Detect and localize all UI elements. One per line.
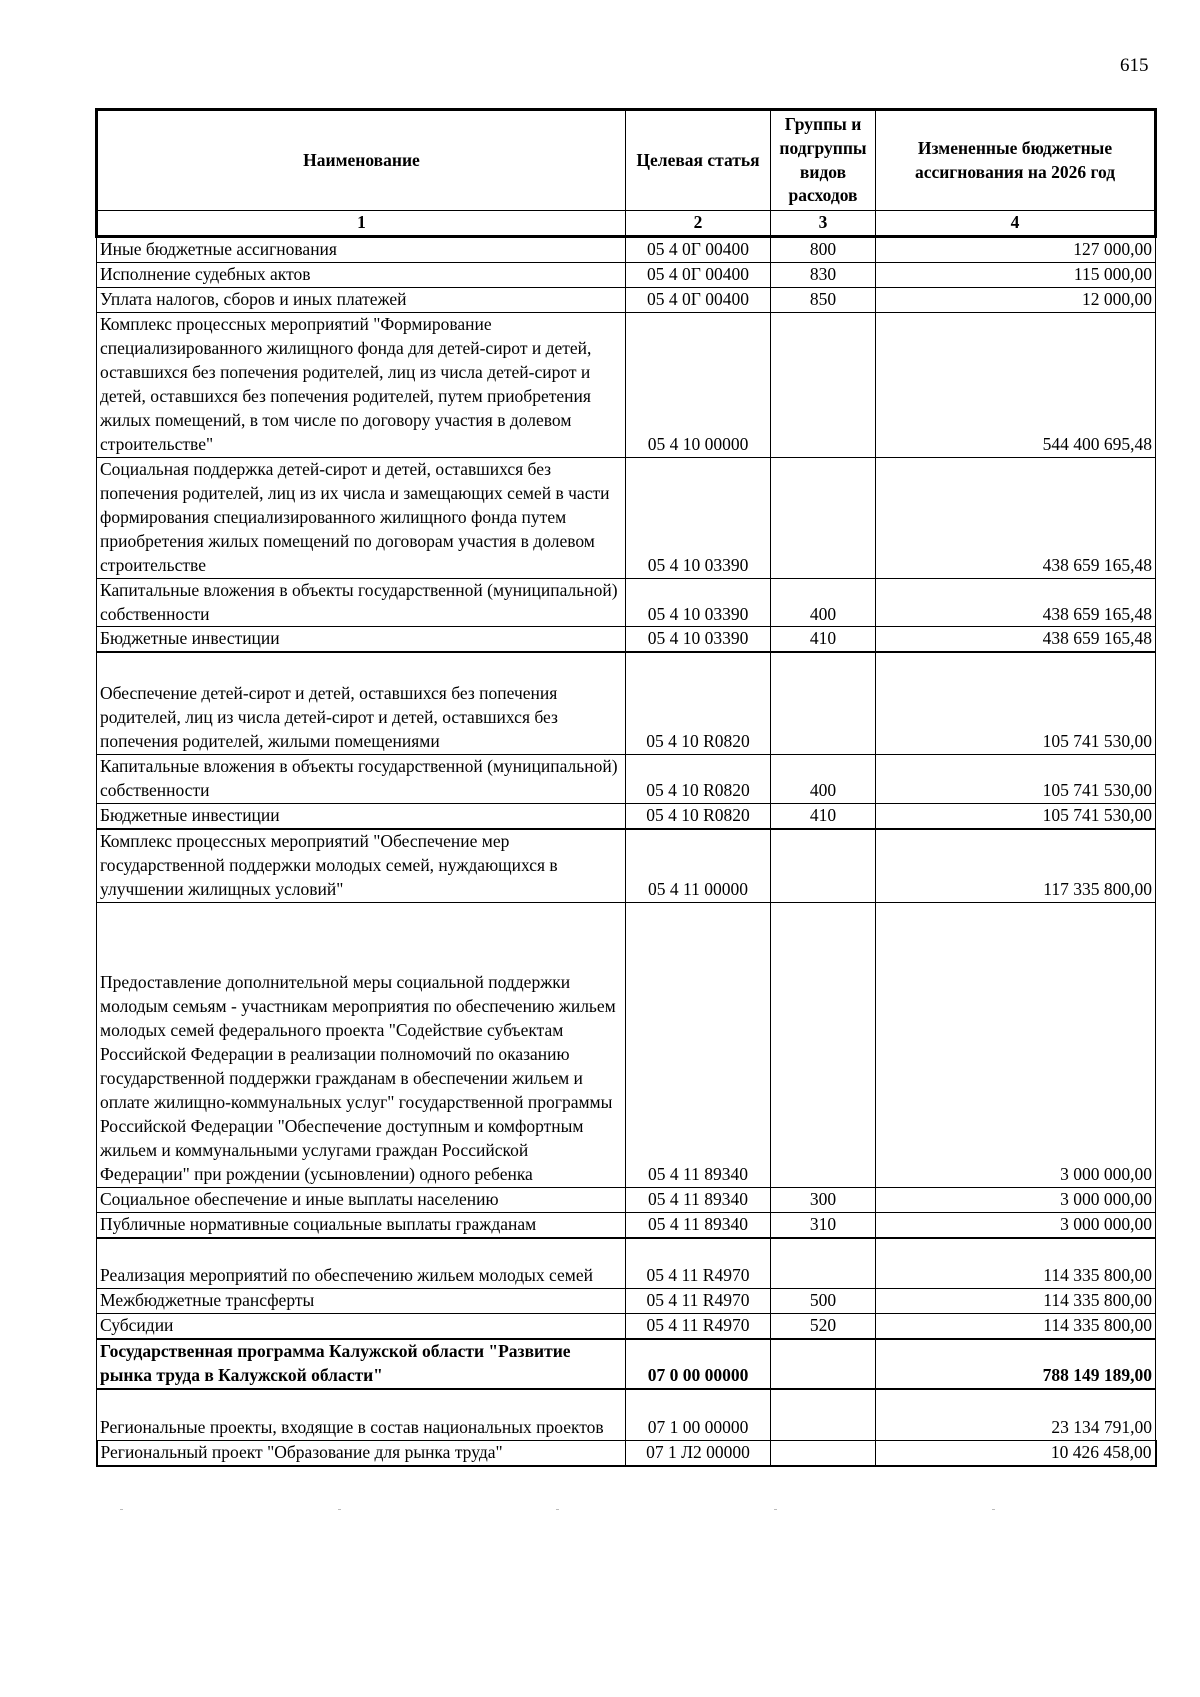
row-amount: 3 000 000,00 xyxy=(876,1212,1156,1237)
table-row xyxy=(97,1314,1156,1339)
row-code: 05 4 10 R0820 xyxy=(626,652,771,754)
table-row xyxy=(97,1238,1156,1289)
row-amount: 3 000 000,00 xyxy=(876,1187,1156,1212)
row-code: 05 4 11 89340 xyxy=(626,1212,771,1237)
header-allocations-2026: Измененные бюджетные ассигнования на 2026 год xyxy=(876,110,1156,211)
row-group: 410 xyxy=(771,627,876,652)
header-name: Наименование xyxy=(97,110,626,211)
header-expense-groups: Группы и подгруппы видов расходов xyxy=(771,110,876,211)
row-code: 05 4 11 00000 xyxy=(626,829,771,902)
row-code: 05 4 11 R4970 xyxy=(626,1314,771,1339)
row-amount: 3 000 000,00 xyxy=(876,902,1156,1187)
row-group: 400 xyxy=(771,754,876,803)
table-row xyxy=(97,652,1156,754)
column-number-3: 3 xyxy=(771,211,876,237)
row-amount: 23 134 791,00 xyxy=(876,1389,1156,1440)
row-name: Предоставление дополнительной меры социальной поддержки молодым семьям - участникам мероприятия по обеспечению жильем молодых семей федерального проекта "Содействие субъектам Российской Федерации в реализации полномочий по оказанию государственной поддержки гражданам в обеспечении жильем и оплате жилищно-коммунальных услуг" государственной программы Российской Федерации "Обеспечение доступным и комфортным жильем и коммунальными услугами граждан Российской Федерации" при рождении (усыновлении) одного ребенка xyxy=(97,902,626,1187)
row-amount: 105 741 530,00 xyxy=(876,652,1156,754)
row-code: 05 4 10 03390 xyxy=(626,578,771,627)
row-code: 05 4 11 89340 xyxy=(626,902,771,1187)
scan-mark xyxy=(556,1509,559,1510)
row-name: Субсидии xyxy=(97,1314,626,1339)
row-group: 310 xyxy=(771,1212,876,1237)
row-code: 05 4 10 00000 xyxy=(626,312,771,457)
row-group xyxy=(771,312,876,457)
row-name: Комплекс процессных мероприятий "Обеспечение мер государственной поддержки молодых семей, нуждающихся в улучшении жилищных условий" xyxy=(97,829,626,902)
row-name: Региональные проекты, входящие в состав национальных проектов xyxy=(97,1389,626,1440)
header-target-article: Целевая статья xyxy=(626,110,771,211)
table-row xyxy=(97,1212,1156,1237)
row-amount: 117 335 800,00 xyxy=(876,829,1156,902)
row-name: Уплата налогов, сборов и иных платежей xyxy=(97,287,626,312)
row-code: 05 4 10 03390 xyxy=(626,457,771,578)
row-name: Исполнение судебных актов xyxy=(97,262,626,287)
table-row xyxy=(97,578,1156,627)
row-group: 400 xyxy=(771,578,876,627)
table-row xyxy=(97,829,1156,902)
row-name: Иные бюджетные ассигнования xyxy=(97,236,626,262)
row-name: Межбюджетные трансферты xyxy=(97,1289,626,1314)
row-name: Социальное обеспечение и иные выплаты населению xyxy=(97,1187,626,1212)
row-code: 07 1 Л2 00000 xyxy=(626,1440,771,1465)
row-group: 830 xyxy=(771,262,876,287)
row-name: Бюджетные инвестиции xyxy=(97,803,626,828)
table-row xyxy=(97,287,1156,312)
row-code: 05 4 10 03390 xyxy=(626,627,771,652)
table-row xyxy=(97,236,1156,262)
table-row xyxy=(97,312,1156,457)
row-amount: 438 659 165,48 xyxy=(876,457,1156,578)
row-name: Капитальные вложения в объекты государственной (муниципальной) собственности xyxy=(97,754,626,803)
table-row xyxy=(97,1339,1156,1389)
row-group: 850 xyxy=(771,287,876,312)
row-group: 800 xyxy=(771,236,876,262)
row-name: Обеспечение детей-сирот и детей, оставшихся без попечения родителей, лиц из числа детей-сирот и детей, оставшихся без попечения родителей, жилыми помещениями xyxy=(97,652,626,754)
row-group: 520 xyxy=(771,1314,876,1339)
row-group xyxy=(771,1238,876,1289)
row-name: Социальная поддержка детей-сирот и детей, оставшихся без попечения родителей, лиц из их числа и замещающих семей в части формирования специализированного жилищного фонда путем приобретения жилых помещений по договорам участия в долевом строительстве xyxy=(97,457,626,578)
row-name: Публичные нормативные социальные выплаты гражданам xyxy=(97,1212,626,1237)
row-code: 05 4 0Г 00400 xyxy=(626,236,771,262)
row-amount: 114 335 800,00 xyxy=(876,1314,1156,1339)
row-amount: 114 335 800,00 xyxy=(876,1238,1156,1289)
row-amount: 10 426 458,00 xyxy=(876,1440,1156,1465)
table-row xyxy=(97,754,1156,803)
column-number-row xyxy=(97,211,1156,237)
table-row xyxy=(97,627,1156,652)
table-row xyxy=(97,1440,1156,1465)
table-row xyxy=(97,902,1156,1187)
row-group xyxy=(771,902,876,1187)
column-number-4: 4 xyxy=(876,211,1156,237)
row-code: 05 4 11 89340 xyxy=(626,1187,771,1212)
row-code: 05 4 10 R0820 xyxy=(626,754,771,803)
row-amount: 788 149 189,00 xyxy=(876,1339,1156,1389)
row-group xyxy=(771,457,876,578)
row-amount: 438 659 165,48 xyxy=(876,578,1156,627)
column-number-1: 1 xyxy=(97,211,626,237)
row-group: 500 xyxy=(771,1289,876,1314)
table-row xyxy=(97,803,1156,828)
row-amount: 544 400 695,48 xyxy=(876,312,1156,457)
row-amount: 115 000,00 xyxy=(876,262,1156,287)
scan-mark xyxy=(774,1509,777,1510)
row-group xyxy=(771,652,876,754)
table-row xyxy=(97,1289,1156,1314)
row-name: Региональный проект "Образование для рынка труда" xyxy=(97,1440,626,1465)
header-row xyxy=(97,110,1156,211)
row-group: 410 xyxy=(771,803,876,828)
table-row xyxy=(97,262,1156,287)
row-group: 300 xyxy=(771,1187,876,1212)
row-name: Капитальные вложения в объекты государственной (муниципальной) собственности xyxy=(97,578,626,627)
row-group xyxy=(771,1389,876,1440)
row-amount: 105 741 530,00 xyxy=(876,803,1156,828)
table-row xyxy=(97,457,1156,578)
row-name: Комплекс процессных мероприятий "Формирование специализированного жилищного фонда для детей-сирот и детей, оставшихся без попечения родителей, лиц из числа детей-сирот и детей, оставшихся без попечения родителей, путем приобретения жилых помещений, в том числе по договору участия в долевом строительстве" xyxy=(97,312,626,457)
row-amount: 438 659 165,48 xyxy=(876,627,1156,652)
row-code: 07 0 00 00000 xyxy=(626,1339,771,1389)
row-amount: 127 000,00 xyxy=(876,236,1156,262)
row-code: 05 4 11 R4970 xyxy=(626,1289,771,1314)
column-number-2: 2 xyxy=(626,211,771,237)
row-group xyxy=(771,829,876,902)
row-group xyxy=(771,1440,876,1465)
row-group xyxy=(771,1339,876,1389)
table-row xyxy=(97,1187,1156,1212)
scan-mark xyxy=(338,1509,341,1510)
row-code: 05 4 0Г 00400 xyxy=(626,262,771,287)
row-name: Государственная программа Калужской области "Развитие рынка труда в Калужской области" xyxy=(97,1339,626,1389)
scan-mark xyxy=(992,1509,995,1510)
row-amount: 114 335 800,00 xyxy=(876,1289,1156,1314)
row-amount: 12 000,00 xyxy=(876,287,1156,312)
row-code: 05 4 0Г 00400 xyxy=(626,287,771,312)
budget-table xyxy=(95,108,1157,1467)
row-amount: 105 741 530,00 xyxy=(876,754,1156,803)
table-row xyxy=(97,1389,1156,1440)
row-code: 05 4 10 R0820 xyxy=(626,803,771,828)
scan-mark xyxy=(120,1509,123,1510)
row-code: 07 1 00 00000 xyxy=(626,1389,771,1440)
row-name: Реализация мероприятий по обеспечению жильем молодых семей xyxy=(97,1238,626,1289)
row-code: 05 4 11 R4970 xyxy=(626,1238,771,1289)
row-name: Бюджетные инвестиции xyxy=(97,627,626,652)
page-number: 615 xyxy=(1120,55,1149,76)
